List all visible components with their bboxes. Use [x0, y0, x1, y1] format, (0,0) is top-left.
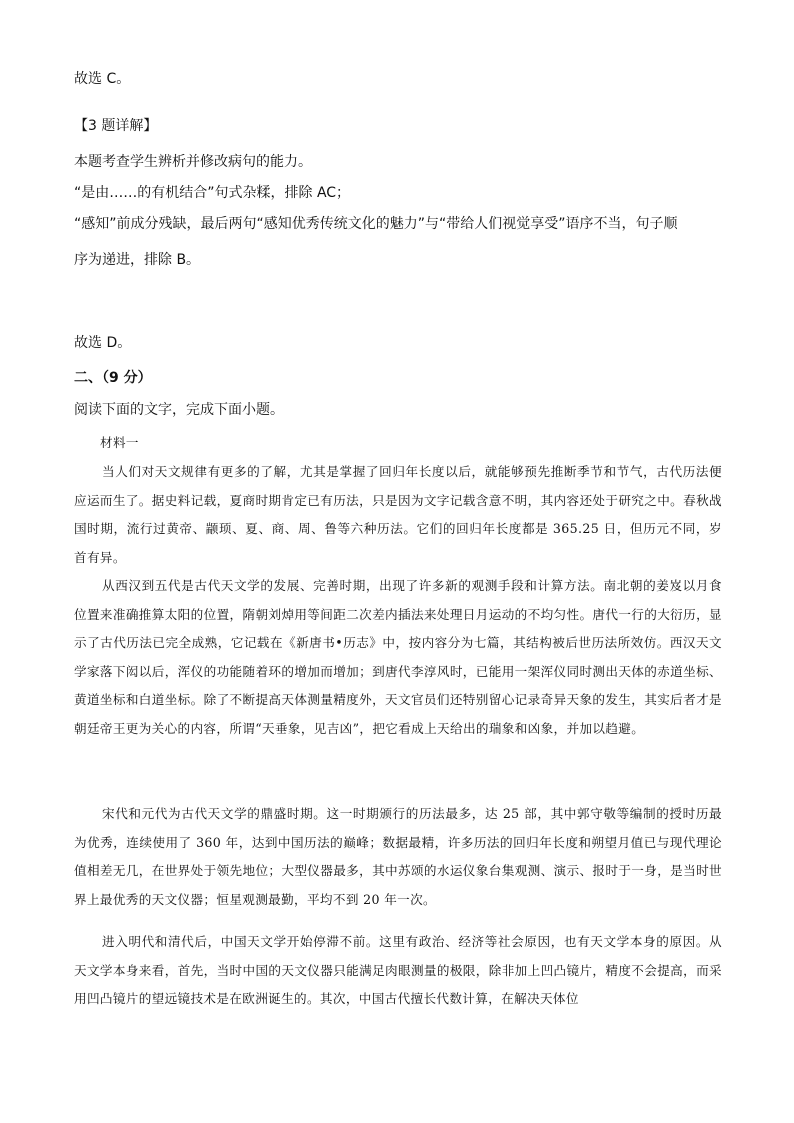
- paragraph-4: 进入明代和清代后，中国天文学开始停滞不前。这里有政治、经济等社会原因，也有天文学本身的原因。从天文学本身来看，首先，当时中国的天文仪器只能满足肉眼测量的极限，除非加上凹凸镜片，精度不会提高，而采用凹凸镜片的望远镜技术是在欧洲诞生的。其次，中国古代擅长代数计算，在解决天体位: [74, 934, 722, 1006]
- detail-heading: 【3 题详解】: [74, 118, 158, 134]
- answer-c-line: 故选 C。: [74, 71, 131, 87]
- detail-line-1: 本题考查学生辨析并修改病句的能力。: [74, 154, 312, 170]
- detail-line-2: “是由……的有机结合”句式杂糅，排除 AC；: [74, 185, 351, 201]
- section-instruction: 阅读下面的文字，完成下面小题。: [74, 402, 284, 418]
- paragraph-2: 从西汉到五代是古代天文学的发展、完善时期，出现了许多新的观测手段和计算方法。南北朝的姜岌以月食位置来准确推算太阳的位置，隋朝刘焯用等间距二次差内插法来处理日月运动的不均匀性。唐代一行的大衍历，显示了古代历法已完全成熟，它记载在《新唐书•历志》中，按内容分为七篇，其结构被后世历法所效仿。西汉天文学家落下闳以后，浑仪的功能随着环的增加而增加；到唐代李淳风时，已能用一架浑仪同时测出天体的赤道坐标、黄道坐标和白道坐标。除了不断提高天体测量精度外，天文官员们还特别留心记录奇异天象的发生，其实后者才是朝廷帝王更为关心的内容，所谓“天垂象，见吉凶”，把它看成上天给出的瑞象和凶象，并加以趋避。: [74, 578, 722, 736]
- detail-line-4: 序为递进，排除 B。: [74, 252, 201, 268]
- material-title: 材料一: [100, 435, 139, 450]
- detail-line-3: “感知”前成分残缺，最后两句“感知优秀传统文化的魅力”与“带给人们视觉享受”语序不当，句子顺: [74, 216, 678, 232]
- paragraph-3: 宋代和元代为古代天文学的鼎盛时期。这一时期颁行的历法最多，达 25 部，其中郭守敬等编制的授时历最为优秀，连续使用了 360 年，达到中国历法的巅峰；数据最精，许多历法的回归年长度和朔望月值已与现代理论值相差无几，在世界处于领先地位；大型仪器最多，其中苏颂的水运仪象台集观测、演示、报时于一身，是当时世界上最优秀的天文仪器；恒星观测最勤，平均不到 20 年一次。: [74, 806, 722, 907]
- answer-d-line: 故选 D。: [74, 335, 132, 351]
- section-heading: 二、（9 分）: [74, 370, 152, 386]
- paragraph-1: 当人们对天文规律有更多的了解，尤其是掌握了回归年长度以后，就能够预先推断季节和节气，古代历法便应运而生了。据史料记载，夏商时期肯定已有历法，只是因为文字记载含意不明，其内容还处于研究之中。春秋战国时期，流行过黄帝、颛顼、夏、商、周、鲁等六种历法。它们的回归年长度都是 365.25 日，但历元不同，岁首有异。: [74, 464, 722, 565]
